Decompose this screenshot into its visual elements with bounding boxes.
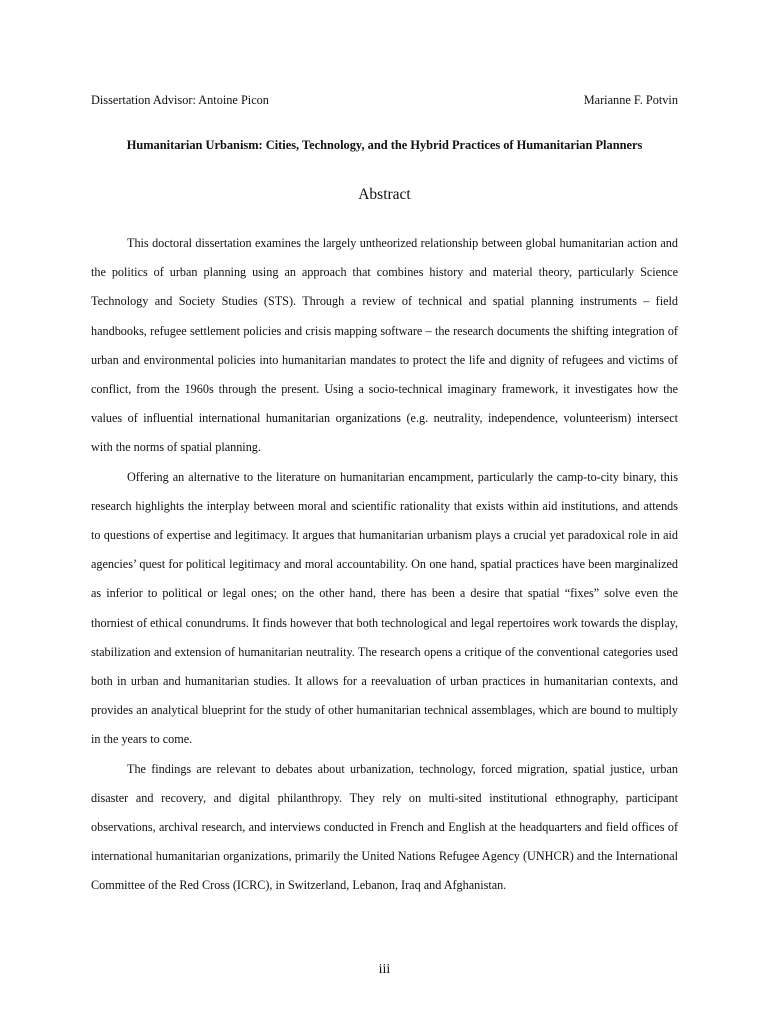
dissertation-advisor: Dissertation Advisor: Antoine Picon	[91, 93, 269, 107]
abstract-paragraph: Offering an alternative to the literature on humanitarian encampment, particularly the camp-to-city binary, this research highlights the interplay between moral and scientific rationality that exists within aid institutions, and attends to questions of expertise and legitimacy. It argues that humanitarian urbanism plays a crucial yet paradoxical role in aid agencies’ quest for political legitimacy and moral accountability. On one hand, spatial practices have been marginalized as inferior to political or legal ones; on the other hand, there has been a desire that spatial “fixes” solve even the thorniest of ethical conundrums. It finds however that both technological and legal repertoires work towards the display, stabilization and extension of humanitarian neutrality. The research opens a critique of the conventional categories used both in urban and humanitarian studies. It allows for a reevaluation of urban practices in humanitarian contexts, and provides an analytical blueprint for the study of other humanitarian technical assemblages, which are bound to multiply in the years to come.	[91, 469, 678, 747]
abstract-body	[91, 229, 678, 901]
abstract-heading: Abstract	[358, 186, 411, 203]
abstract-paragraph: This doctoral dissertation examines the largely untheorized relationship between global humanitarian action and the politics of urban planning using an approach that combines history and material theory, particularly Science Technology and Society Studies (STS). Through a review of technical and spatial planning instruments – field handbooks, refugee settlement policies and crisis mapping software – the research documents the shifting integration of urban and environmental policies into humanitarian mandates to protect the life and dignity of refugees and victims of conflict, from the 1960s through the present. Using a socio-technical imaginary framework, it investigates how the values of influential international humanitarian organizations (e.g. neutrality, independence, volunteerism) intersect with the norms of spatial planning.	[91, 236, 678, 455]
abstract-paragraph: The findings are relevant to debates about urbanization, technology, forced migration, spatial justice, urban disaster and recovery, and digital philanthropy. They rely on multi-sited institutional ethnography, participant observations, archival research, and interviews conducted in French and English at the headquarters and field offices of international humanitarian organizations, primarily the United Nations Refugee Agency (UNHCR) and the International Committee of the Red Cross (ICRC), in Switzerland, Lebanon, Iraq and Afghanistan.	[91, 761, 678, 893]
page-number: iii	[378, 962, 391, 977]
page-header	[91, 92, 678, 108]
dissertation-title: Humanitarian Urbanism: Cities, Technology, and the Hybrid Practices of Humanitarian Planners	[126, 138, 643, 152]
author-name: Marianne F. Potvin	[583, 93, 678, 107]
